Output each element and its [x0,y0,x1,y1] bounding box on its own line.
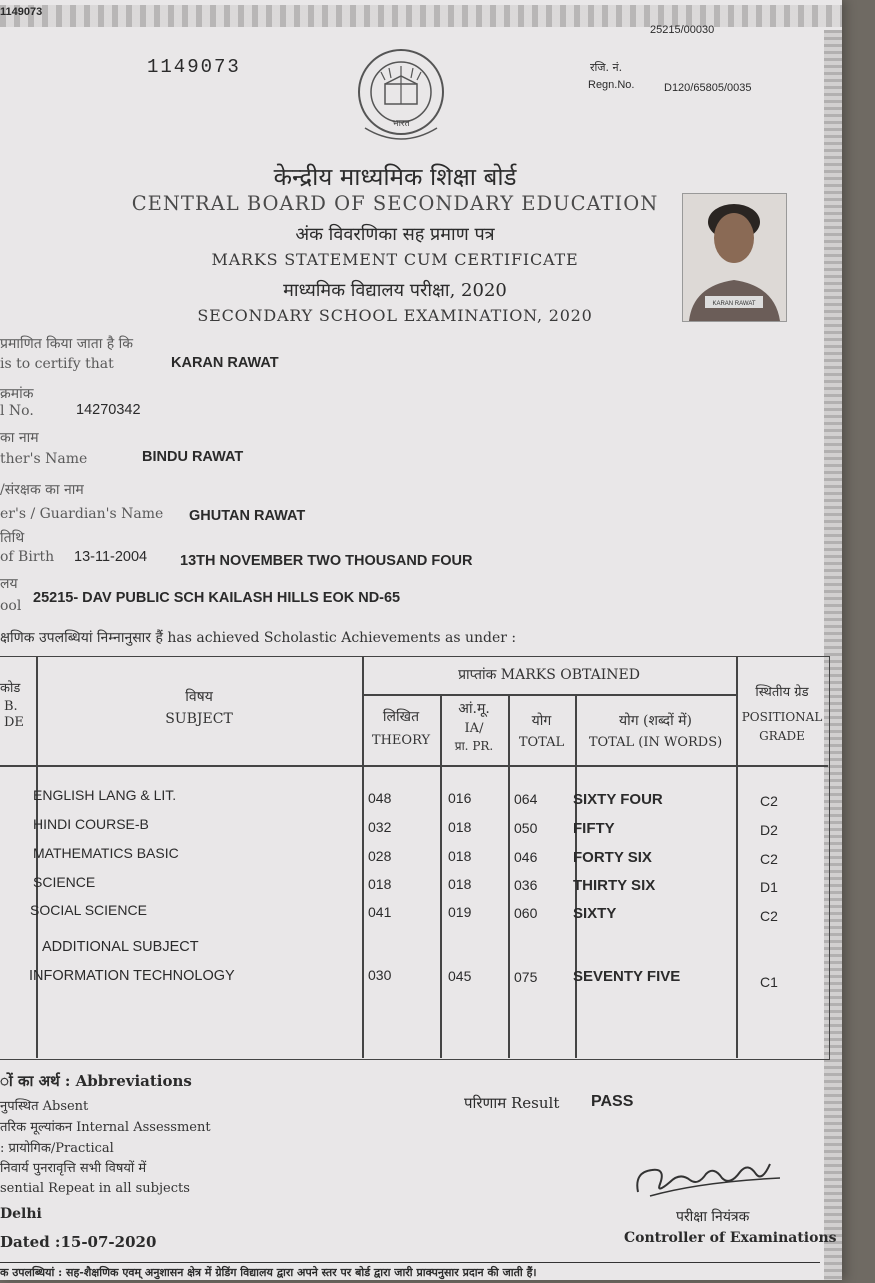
marks-table [0,656,830,1060]
result-label: परिणाम Result [464,1094,560,1112]
result-value: PASS [591,1093,634,1110]
col-code-english: B. DE [4,699,24,731]
table-divider [0,765,828,767]
abbr-internal-assessment: तरिक मूल्यांकन Internal Assessment [0,1120,211,1135]
father-hindi-label: /संरक्षक का नाम [0,482,84,498]
col-words-hindi: योग (शब्दों में) [618,713,693,729]
roll-number: 14270342 [76,402,141,418]
controller-english: Controller of Examinations [624,1230,837,1246]
total-in-words: SEVENTY FIVE [573,968,681,985]
additional-subject-label: ADDITIONAL SUBJECT [42,939,199,955]
positional-grade: D1 [760,879,778,895]
col-theory-hindi: लिखित [382,709,420,725]
total-in-words: FORTY SIX [573,849,652,866]
total-marks: 036 [514,877,538,893]
roll-hindi-label: क्रमांक [0,386,34,402]
total-marks: 046 [514,849,538,865]
certificate-title-hindi: अंक विवरणिका सह प्रमाण पत्र [295,224,495,245]
cbse-emblem-icon [345,46,457,150]
ia-marks: 045 [448,968,472,984]
positional-grade: C2 [760,908,778,924]
abbreviations-title: ों का अर्थ : Abbreviations [0,1072,192,1090]
col-grade-english: POSITIONAL [741,710,823,724]
ia-marks: 018 [448,819,472,835]
ia-marks: 016 [448,790,472,806]
theory-marks: 030 [368,967,392,983]
subject-name: INFORMATION TECHNOLOGY [29,968,235,984]
candidate-name: KARAN RAWAT [171,355,279,371]
right-border-pattern [824,30,842,1280]
father-english-label: er's / Guardian's Name [0,506,164,522]
controller-signature [630,1152,780,1204]
total-marks: 060 [514,905,538,921]
school-english-label: ool [0,598,22,614]
certify-english-label: is to certify that [0,356,114,372]
emblem-text: भारत [392,119,410,129]
board-name-english: CENTRAL BOARD OF SECONDARY EDUCATION [131,192,659,215]
certificate-title-english: MARKS STATEMENT CUM CERTIFICATE [211,250,579,269]
col-ia-hindi: आं.मू. [458,701,490,717]
col-theory-english: THEORY [371,733,431,748]
col-subject-hindi: विषय [185,689,213,705]
col-code-hindi: कोड [0,681,21,696]
total-in-words: FIFTY [573,820,615,837]
col-grade-english-2: GRADE [759,729,805,743]
col-total-english: TOTAL [518,735,565,750]
dob-in-words: 13TH NOVEMBER TWO THOUSAND FOUR [180,553,473,569]
regn-value: D120/65805/0035 [664,82,752,94]
person-photo-icon [683,194,786,321]
theory-marks: 018 [368,876,392,892]
roll-english-label: l No. [0,403,34,419]
dob-value: 13-11-2004 [74,549,148,565]
theory-marks: 048 [368,790,392,806]
positional-grade: D2 [760,822,778,838]
positional-grade: C2 [760,851,778,867]
subject-name: HINDI COURSE-B [33,816,149,832]
positional-grade: C1 [760,974,778,990]
regn-hindi: रजि. नं. [590,61,623,74]
corner-number: 1149073 [0,6,43,18]
total-marks: 050 [514,820,538,836]
regn-label: Regn.No. [588,79,635,91]
total-in-words: THIRTY SIX [573,877,656,894]
place: Delhi [0,1206,42,1222]
total-in-words: SIXTY FOUR [573,791,663,808]
controller-hindi: परीक्षा नियंत्रक [676,1209,750,1225]
dob-english-label: of Birth [0,549,55,565]
abbr-repeat-english: sential Repeat in all subjects [0,1181,190,1196]
ia-marks: 018 [448,848,472,864]
dated-label: Dated : [0,1233,61,1251]
col-ia-practical: प्रा. PR. [454,739,494,753]
dated-value: 15-07-2020 [60,1233,157,1251]
theory-marks: 032 [368,819,392,835]
top-border-pattern [0,5,842,27]
col-ia-english: IA/ [464,721,484,736]
subject-name: MATHEMATICS BASIC [33,845,179,861]
theory-marks: 041 [368,904,392,920]
total-marks: 075 [514,969,538,985]
dob-hindi-label: तिथि [0,530,25,546]
school-hindi-label: लय [0,576,18,592]
abbr-absent: नुपस्थित Absent [0,1099,89,1114]
col-total-hindi: योग [531,713,552,729]
col-grade-hindi: स्थितीय ग्रेड [755,685,809,700]
photo-caption: KARAN RAWAT [712,301,756,307]
subject-name: SOCIAL SCIENCE [30,902,147,918]
exam-title-hindi: माध्यमिक विद्यालय परीक्षा, 2020 [283,280,507,301]
top-serial: 25215/00030 [650,24,715,36]
marks-obtained-header: प्राप्तांक MARKS OBTAINED [458,667,640,683]
subject-name: ENGLISH LANG & LIT. [33,787,177,803]
certify-hindi-label: प्रमाणित किया जाता है कि [0,336,134,352]
subject-name: SCIENCE [33,874,96,890]
board-name-hindi: केन्द्रीय माध्यमिक शिक्षा बोर्ड [273,163,517,191]
total-marks: 064 [514,791,538,807]
father-name: GHUTAN RAWAT [189,508,306,524]
abbr-practical: : प्रायोगिक/Practical [0,1141,114,1156]
mother-hindi-label: का नाम [0,430,39,446]
bottom-note: क उपलब्धियां : सह-शैक्षणिक एवम् अनुशासन क्षेत्र में ग्रेडिंग विद्यालय द्वारा अपने स्तर पर बोर्ड द्वारा जारी प्राक्पनुसार प्रदान की जाती हैं। [0,1262,820,1283]
mother-english-label: ther's Name [0,451,88,467]
school-name: 25215- DAV PUBLIC SCH KAILASH HILLS EOK ND-65 [33,590,401,606]
col-subject-english: SUBJECT [165,711,233,727]
theory-marks: 028 [368,848,392,864]
positional-grade: C2 [760,793,778,809]
ia-marks: 018 [448,876,472,892]
abbr-repeat-hindi: निवार्य पुनरावृत्ति सभी विषयों में [0,1161,147,1176]
exam-title-english: SECONDARY SCHOOL EXAMINATION, 2020 [197,306,593,325]
candidate-photo [682,193,787,322]
ia-marks: 019 [448,904,472,920]
table-divider [362,694,736,696]
serial-number: 1149073 [147,56,241,78]
col-words-english: TOTAL (IN WORDS) [588,735,723,750]
total-in-words: SIXTY [573,905,617,922]
dated-line [0,1233,156,1251]
mother-name: BINDU RAWAT [142,449,244,465]
achievements-line: क्षणिक उपलब्धियां निम्नानुसार हैं has achieved Scholastic Achievements as under : [0,630,517,646]
